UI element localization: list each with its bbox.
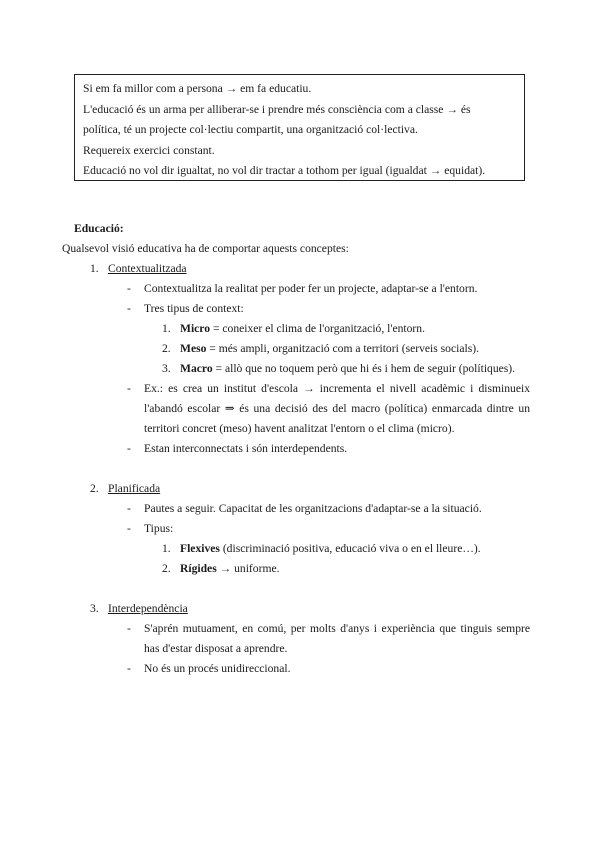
sub-item-micro (144, 319, 530, 339)
context-types-list (144, 319, 530, 379)
bullet-item (74, 379, 530, 439)
section-heading: Educació: (74, 222, 124, 235)
bullet-list (74, 499, 530, 579)
summary-line: Requereix exercici constant. (83, 143, 215, 157)
bullet-list (74, 279, 530, 459)
bullet-text: Tres tipus de context: (144, 302, 244, 315)
plan-types-list (144, 539, 530, 579)
term-flexives: Flexives (180, 542, 220, 555)
bullet-item (74, 499, 530, 519)
dash-marker: - (127, 442, 131, 455)
sub-number: 1. (162, 542, 171, 555)
sub-item-rigides (144, 559, 530, 579)
item-number: 3. (90, 602, 99, 615)
term-meso: Meso (180, 342, 207, 355)
summary-box (74, 74, 525, 181)
list-item-contextualitzada (74, 259, 530, 279)
dash-marker: - (127, 502, 131, 515)
item-title: Interdependència (108, 602, 188, 615)
bullet-text: Contextualitza la realitat per poder fer un projecte, adaptar-se a l'entorn. (144, 282, 478, 295)
sub-item-macro (144, 359, 530, 379)
term-micro: Micro (180, 322, 211, 335)
sub-item-meso (144, 339, 530, 359)
list-item-planificada (74, 479, 530, 499)
term-definition: = més ampli, organització com a territori (serveis socials). (206, 342, 479, 355)
list-item-interdependencia (74, 599, 530, 619)
bullet-item (74, 439, 530, 459)
document-body (62, 219, 530, 679)
term-definition: = coneixer el clima de l'organització, l'entorn. (210, 322, 425, 335)
bullet-item (74, 299, 530, 379)
bullet-item (74, 519, 530, 579)
sub-number: 1. (162, 322, 171, 335)
item-title: Planificada (108, 482, 161, 495)
bullet-text: Pautes a seguir. Capacitat de les organitzacions d'adaptar-se a la situació. (144, 502, 482, 515)
term-macro: Macro (180, 362, 213, 375)
bullet-item (74, 279, 530, 299)
summary-line: L'educació és un arma per alliberar-se i prendre més consciència com a classe → és (83, 102, 471, 116)
summary-line: política, té un projecte col·lectiu compartit, una organització col·lectiva. (83, 123, 418, 136)
term-rigides: Rígides (180, 562, 217, 575)
sub-number: 3. (162, 362, 171, 375)
item-title: Contextualitzada (108, 262, 187, 275)
term-definition: = allò que no toquem però que hi és i hem de seguir (polítiques). (212, 362, 516, 375)
bullet-item (74, 659, 530, 679)
dash-marker: - (127, 662, 131, 675)
bullet-list (74, 619, 530, 679)
dash-marker: - (127, 522, 131, 535)
term-definition: (discriminació positiva, educació viva o en el lleure…). (219, 542, 481, 555)
sub-item-flexives (144, 539, 530, 559)
item-number: 2. (90, 482, 99, 495)
item-number: 1. (90, 262, 99, 275)
sub-number: 2. (162, 342, 171, 355)
bullet-text: S'aprén mutuament, en comú, per molts d'anys i experiència que tinguis sempre has d'estar disposat a aprendre. (144, 622, 530, 655)
bullet-text: Ex.: es crea un institut d'escola → incrementa el nivell acadèmic i disminueix l'abandó escolar ⇒ és una decisió des del macro (política) enmarcada dintre un territori concret (meso) havent analitzat l'entorn o el clima (micro). (144, 382, 530, 435)
bullet-text: Tipus: (144, 522, 174, 535)
dash-marker: - (127, 382, 131, 395)
dash-marker: - (127, 282, 131, 295)
bullet-text: Estan interconnectats i són interdependents. (144, 442, 348, 455)
sub-number: 2. (162, 562, 171, 575)
summary-line: Educació no vol dir igualtat, no vol dir tractar a tothom per igual (igualdat → equidat). (83, 164, 486, 177)
bullet-text: No és un procés unidireccional. (144, 662, 291, 675)
summary-line: Si em fa millor com a persona → em fa educatiu. (83, 82, 312, 95)
term-definition: → uniforme. (216, 562, 280, 575)
dash-marker: - (127, 302, 131, 315)
dash-marker: - (127, 622, 131, 635)
bullet-item (74, 619, 530, 659)
intro-text: Qualsevol visió educativa ha de comportar aquests conceptes: (62, 242, 349, 255)
